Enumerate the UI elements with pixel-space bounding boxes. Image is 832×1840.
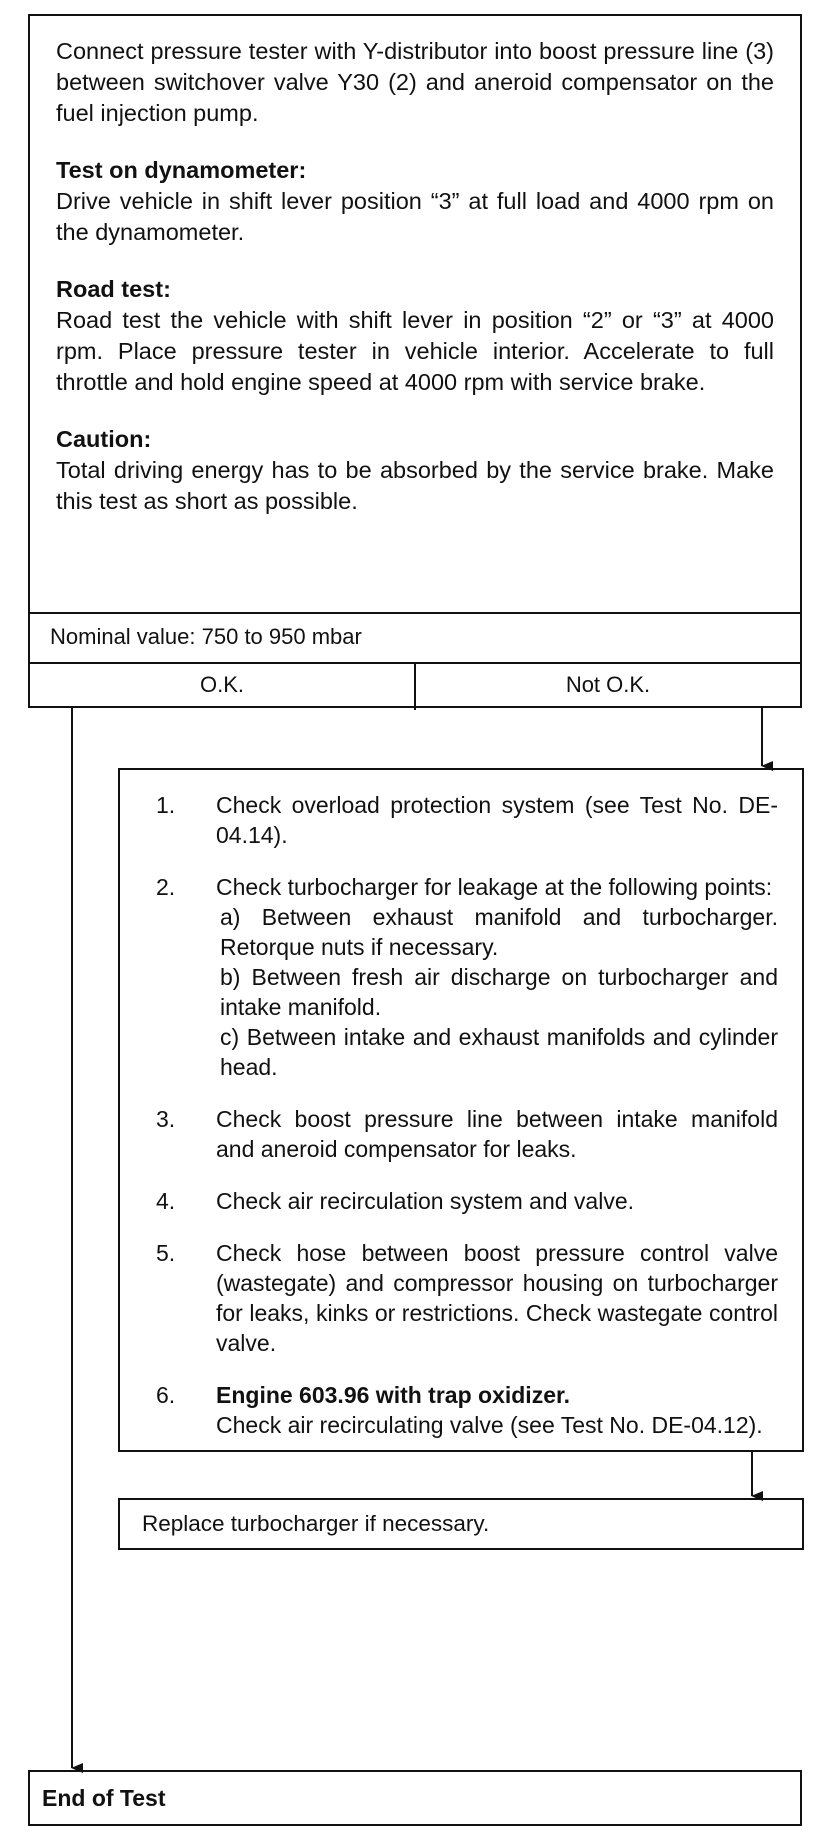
step-body [216, 872, 778, 1082]
step-number: 3. [156, 1106, 176, 1132]
dynamometer-heading: Test on dynamometer: [56, 157, 307, 183]
end-of-test-box: End of Test [28, 1770, 802, 1826]
step-text: Check turbocharger for leakage at the following points: [216, 874, 773, 900]
step-2-point-b: b) Between fresh air discharge on turbocharger and intake manifold. [220, 964, 778, 1020]
test-procedure-box [28, 14, 802, 708]
step-text: Check air recirculating valve (see Test No. DE-04.12). [216, 1412, 763, 1438]
nominal-value: Nominal value: 750 to 950 mbar [30, 612, 800, 662]
road-test-text: Road test the vehicle with shift lever in position “2” or “3” at 4000 rpm. Place pressure tester in vehicle interior. Accelerate to full throttle and hold engine speed at 4000 rpm with service brake. [56, 307, 774, 395]
step-5 [156, 1238, 778, 1358]
checks-box [118, 768, 804, 1452]
dynamometer-section [56, 155, 774, 248]
step-2 [156, 872, 778, 1082]
step-text: Check boost pressure line between intake manifold and aneroid compensator for leaks. [216, 1106, 778, 1162]
replace-box: Replace turbocharger if necessary. [118, 1498, 804, 1550]
step-number: 6. [156, 1382, 176, 1408]
caution-heading: Caution: [56, 426, 152, 452]
step-2-point-a: a) Between exhaust manifold and turbocharger. Retorque nuts if necessary. [220, 904, 778, 960]
intro-text: Connect pressure tester with Y-distributor into boost pressure line (3) between switchover valve Y30 (2) and aneroid compensator on the fuel injection pump. [56, 38, 774, 126]
step-number: 4. [156, 1188, 176, 1214]
step-4 [156, 1186, 778, 1216]
result-ok: O.K. [30, 664, 416, 710]
step-1 [156, 790, 778, 850]
step-3 [156, 1104, 778, 1164]
step-6 [156, 1380, 778, 1440]
step-text: Check air recirculation system and valve. [216, 1188, 634, 1214]
step-text: Check hose between boost pressure control valve (wastegate) and compressor housing on turbocharger for leaks, kinks or restrictions. Check wastegate control valve. [216, 1240, 778, 1356]
step-6-title: Engine 603.96 with trap oxidizer. [216, 1382, 571, 1408]
step-number: 5. [156, 1240, 176, 1266]
caution-text: Total driving energy has to be absorbed by the service brake. Make this test as short as possible. [56, 457, 774, 514]
result-not-ok: Not O.K. [565, 672, 651, 697]
step-number: 1. [156, 792, 176, 818]
step-text: Check overload protection system (see Test No. DE-04.14). [216, 792, 778, 848]
step-body [216, 1380, 778, 1440]
road-test-section [56, 274, 774, 398]
step-number: 2. [156, 874, 176, 900]
road-test-heading: Road test: [56, 276, 171, 302]
step-2-point-c: c) Between intake and exhaust manifolds and cylinder head. [220, 1024, 778, 1080]
result-row [30, 662, 800, 710]
caution-section [56, 424, 774, 517]
dynamometer-text: Drive vehicle in shift lever position “3” at full load and 4000 rpm on the dynamometer. [56, 188, 774, 245]
